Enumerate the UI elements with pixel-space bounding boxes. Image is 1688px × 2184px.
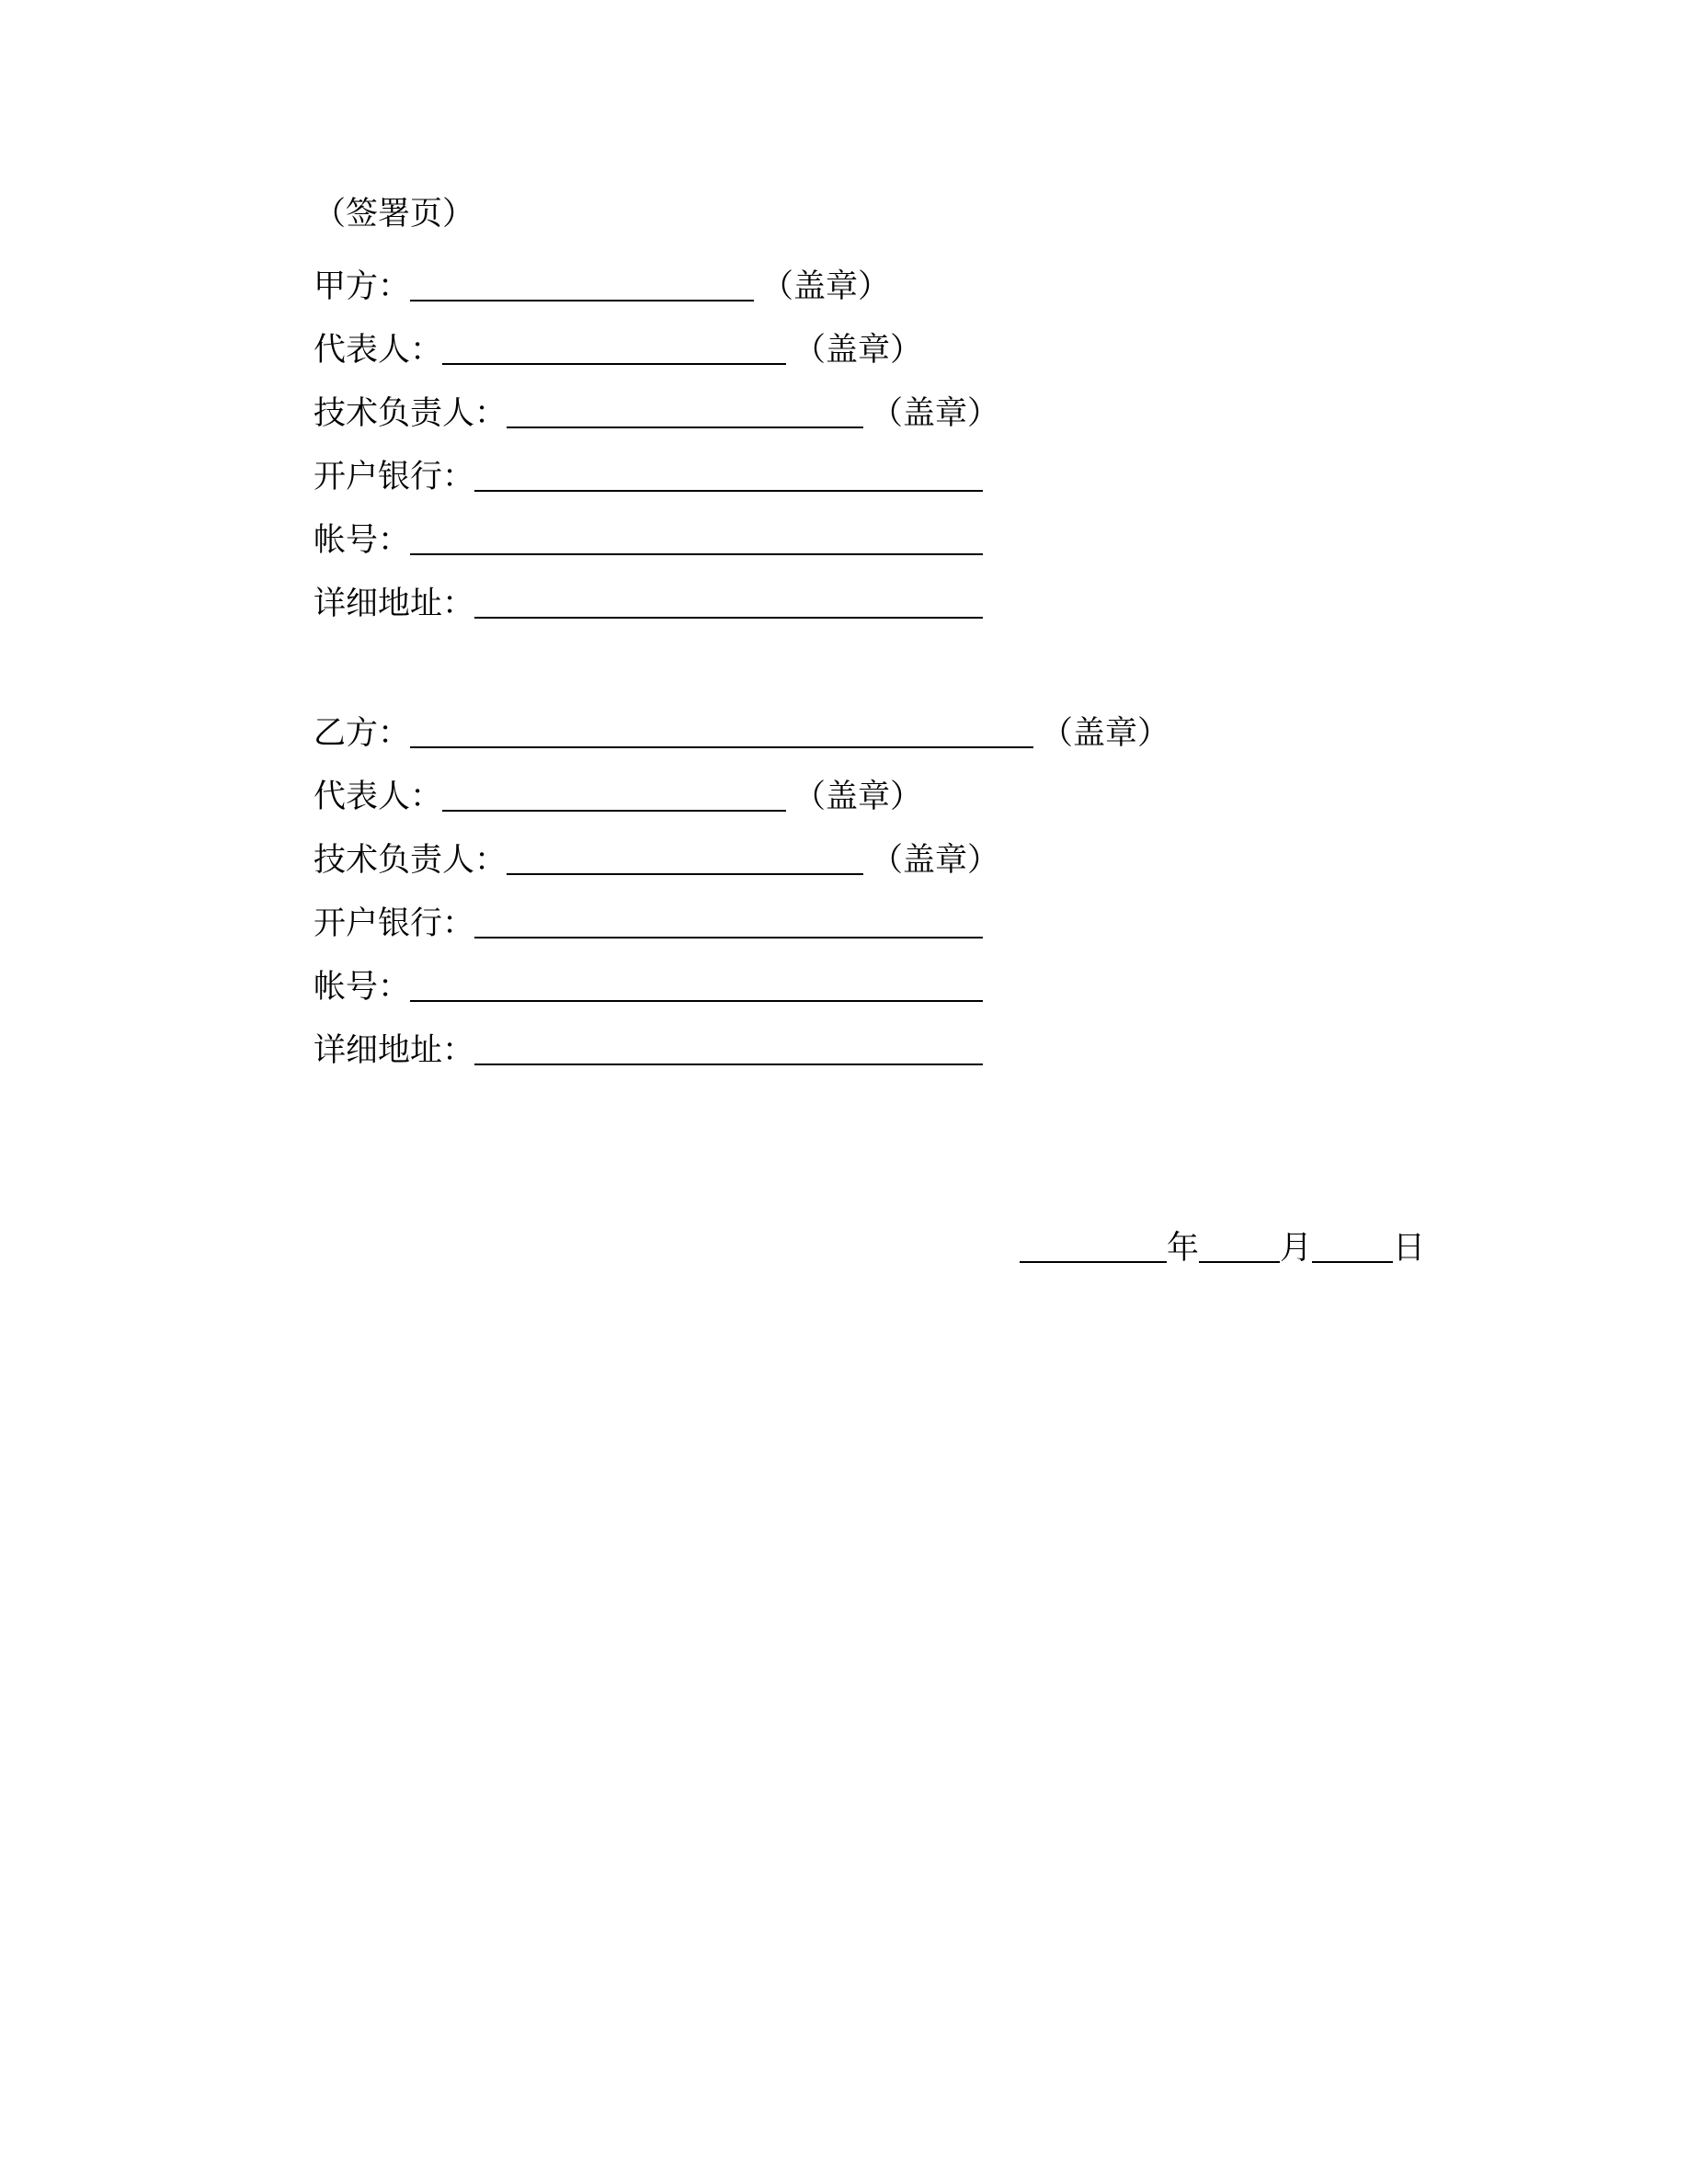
party-b-account-field[interactable]: [410, 967, 983, 1002]
party-a-name-field[interactable]: [410, 267, 754, 301]
party-b-tech-lead-row: [314, 833, 999, 879]
party-a-tech-lead-row: [314, 386, 999, 432]
party-a-account-label: 帐号：: [314, 522, 411, 559]
party-b-address-row: [314, 1023, 983, 1069]
party-b-representative-label: 代表人：: [314, 779, 443, 815]
party-b-bank-field[interactable]: [474, 904, 983, 938]
party-b-tech-lead-field[interactable]: [507, 840, 863, 875]
party-a-representative-seal-label: （盖章）: [793, 332, 923, 369]
party-a-seal-label: （盖章）: [761, 268, 891, 305]
party-a-tech-lead-field[interactable]: [507, 393, 863, 428]
party-b-tech-lead-label: 技术负责人：: [314, 842, 508, 879]
date-month-label: 月: [1280, 1230, 1313, 1267]
party-a-label: 甲方：: [314, 268, 411, 305]
party-b-account-label: 帐号：: [314, 969, 411, 1006]
party-a-representative-field[interactable]: [442, 330, 786, 365]
party-b-tech-lead-seal-label: （盖章）: [871, 842, 1000, 879]
party-b-representative-seal-label: （盖章）: [793, 779, 923, 815]
date-day-label: 日: [1393, 1230, 1426, 1267]
party-a-bank-row: [314, 449, 983, 495]
party-b-account-row: [314, 960, 983, 1006]
party-a-account-field[interactable]: [410, 520, 983, 555]
party-a-address-row: [314, 576, 983, 622]
party-a-representative-row: [314, 323, 922, 369]
party-b-representative-field[interactable]: [442, 777, 786, 812]
date-day-field[interactable]: [1312, 1228, 1393, 1263]
party-a-name-row: [314, 259, 890, 305]
party-b-seal-label: （盖章）: [1041, 715, 1170, 752]
party-b-address-field[interactable]: [474, 1030, 983, 1065]
party-a-address-field[interactable]: [474, 584, 983, 619]
party-b-name-row: [314, 706, 1169, 752]
party-a-bank-field[interactable]: [474, 457, 983, 492]
party-a-address-label: 详细地址：: [314, 586, 475, 622]
date-year-label: 年: [1167, 1230, 1200, 1267]
party-a-account-row: [314, 513, 983, 559]
date-month-field[interactable]: [1199, 1228, 1280, 1263]
date-line: [1020, 1221, 1425, 1267]
date-year-field[interactable]: [1020, 1228, 1167, 1263]
party-b-bank-label: 开户银行：: [314, 905, 475, 942]
party-b-address-label: 详细地址：: [314, 1032, 475, 1069]
signature-page-heading: （签署页）: [314, 196, 475, 233]
party-a-representative-label: 代表人：: [314, 332, 443, 369]
party-b-label: 乙方：: [314, 715, 411, 752]
party-b-name-field[interactable]: [410, 713, 1033, 748]
party-b-bank-row: [314, 896, 983, 942]
party-a-tech-lead-seal-label: （盖章）: [871, 395, 1000, 432]
party-a-tech-lead-label: 技术负责人：: [314, 395, 508, 432]
party-a-bank-label: 开户银行：: [314, 459, 475, 495]
party-b-representative-row: [314, 769, 922, 815]
